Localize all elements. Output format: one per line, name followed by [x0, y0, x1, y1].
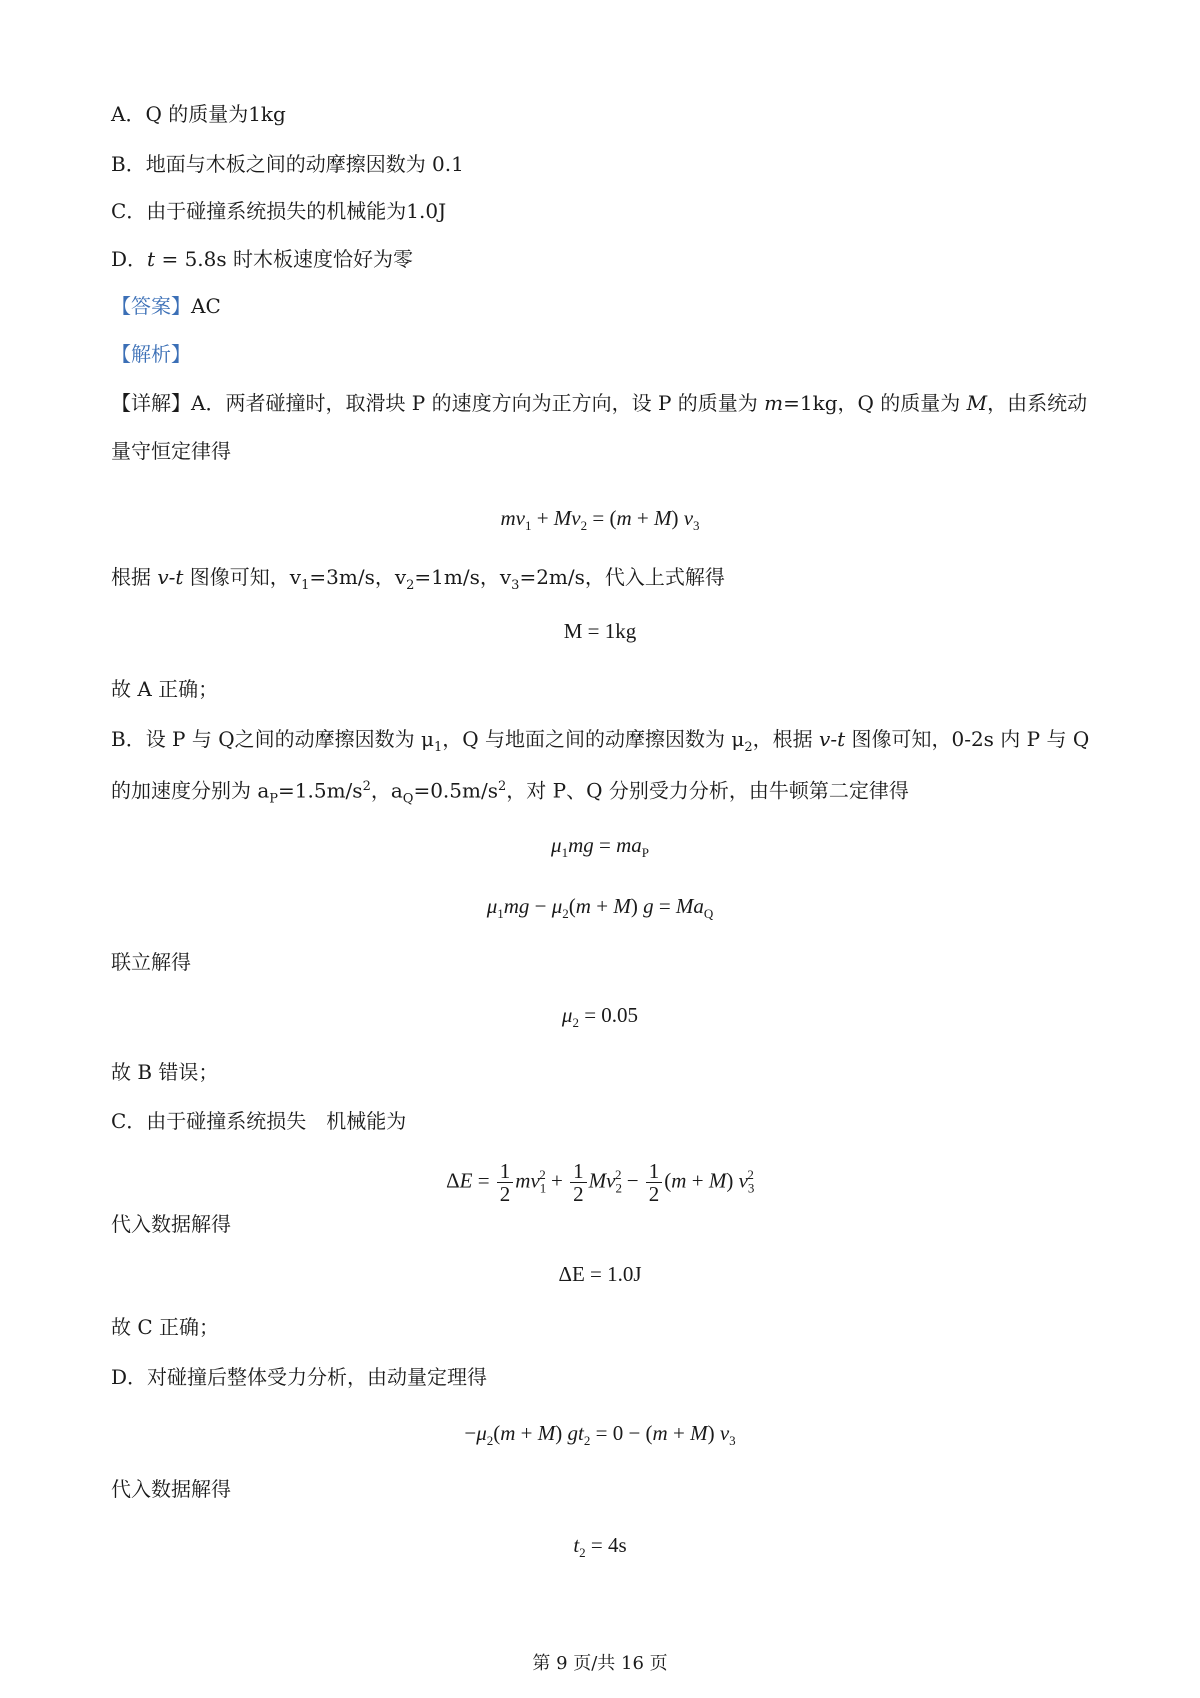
- detail-b-solve: 联立解得: [111, 950, 191, 974]
- page-number: 第 9 页/共 16 页: [532, 1653, 668, 1674]
- equation-newton-q: $\mu_1mg - \mu_2(m + M) g = Ma_Q$: [486, 894, 714, 922]
- detail-a-line1: 【详解】A．两者碰撞时，取滑块 P 的速度方向为正方向，设 P 的质量为 m=1kg，Q 的质量为 M，由系统动: [111, 391, 1088, 415]
- analysis-tag: 【解析】: [111, 342, 191, 366]
- equation-time-result: $t_2 = 4s$: [573, 1533, 627, 1561]
- equation-mass-result: M = 1kg: [563, 619, 637, 643]
- detail-b-conclusion: 故 B 错误；: [111, 1060, 219, 1084]
- equation-energy-result: ΔE = 1.0J: [558, 1262, 642, 1286]
- detail-tag: 【详解】: [111, 391, 191, 415]
- detail-c-conclusion: 故 C 正确；: [111, 1315, 220, 1339]
- option-d: D．t = 5.8s 时木板速度恰好为零: [111, 247, 413, 271]
- detail-a-vt-line: 根据 v-t 图像可知，$v_1=3m/s$，$v_2=1m/s$，$v_3=2m/s$，代入上式解得: [111, 565, 725, 593]
- detail-b-line1: B．设 P 与 Q之间的动摩擦因数为 $\mu_1$，Q 与地面之间的动摩擦因数为 $\mu_2$，根据 v-t 图像可知，0-2s 内 P 与 Q: [111, 727, 1090, 755]
- option-c: C．由于碰撞系统损失的机械能为1.0J: [111, 199, 447, 223]
- detail-a-conclusion: 故 A 正确；: [111, 677, 219, 701]
- answer-value: AC: [191, 294, 221, 318]
- detail-c-sub: 代入数据解得: [111, 1212, 231, 1236]
- answer-tag: 【答案】: [111, 294, 191, 318]
- answer-line: [111, 292, 221, 320]
- detail-d-line1: D．对碰撞后整体受力分析，由动量定理得: [111, 1365, 488, 1389]
- detail-c-line1: C．由于碰撞系统损失 机械能为: [111, 1109, 407, 1133]
- detail-a-line2: 量守恒定律得: [111, 439, 231, 463]
- equation-energy-loss: ΔE = $\frac{1}{2}$ $mv_1^2$ + $\frac{1}{2}$ $Mv_2^2$ − $\frac{1}{2}$ (m + M) $v_3^2$: [446, 1159, 755, 1206]
- detail-d-sub: 代入数据解得: [111, 1477, 231, 1501]
- option-b: B．地面与木板之间的动摩擦因数为 0.1: [111, 152, 464, 176]
- equation-mu2-result: $\mu_2 = 0.05$: [561, 1003, 639, 1031]
- equation-newton-p: $\mu_1mg = ma_P$: [551, 833, 649, 861]
- detail-b-line2: 的加速度分别为 $a_P=1.5m/s^2$，$a_Q=0.5m/s^2$，对 P、Q 分别受力分析，由牛顿第二定律得: [111, 778, 909, 807]
- option-a: A．Q 的质量为1kg: [111, 102, 286, 126]
- equation-momentum: $mv_1 + Mv_2 = (m + M)$ $v_3$: [500, 506, 700, 534]
- equation-impulse: $-\mu_2(m + M) gt_2 = 0 - (m + M)$ $v_3$: [464, 1421, 736, 1449]
